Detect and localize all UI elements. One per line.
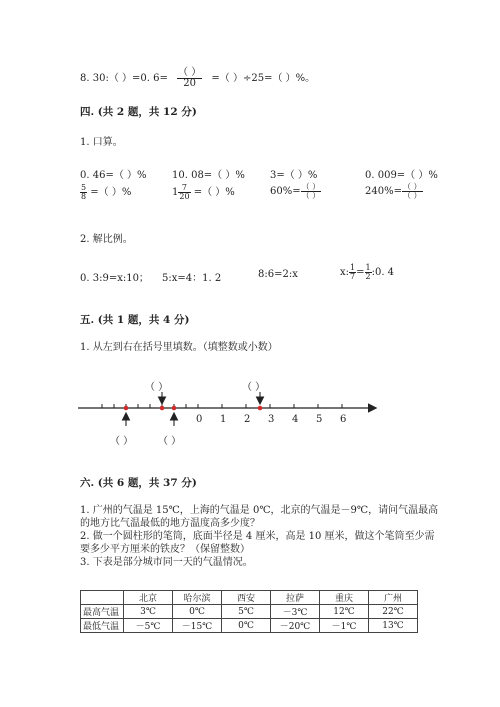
calc-item-8-fraction xyxy=(402,183,423,200)
table-cell: 5℃ xyxy=(222,605,271,619)
calc-item-4: 0. 009=（ ）% xyxy=(365,170,438,181)
calc-item-6-fraction xyxy=(178,184,190,201)
calc-item-6 xyxy=(172,183,235,201)
calc-item-1: 0. 46=（ ）% xyxy=(80,170,147,181)
proportion-item-3: 8:6=2:x xyxy=(258,269,298,280)
table-cell: 3℃ xyxy=(124,605,173,619)
fraction-denominator: （ ） xyxy=(402,191,422,200)
blank-above-d: （ ） xyxy=(242,382,266,393)
table-header-cell: 西安 xyxy=(222,591,271,605)
section-5-title: 五. (共 1 题，共 4 分) xyxy=(80,314,190,326)
q8-rest: =（ ）÷25=（ ）%。 xyxy=(211,73,316,84)
q8-fraction xyxy=(177,68,202,89)
q4-2-title: 2. 解比例。 xyxy=(80,234,133,245)
proportion-item-4-tail: :0. 4 xyxy=(371,267,395,278)
calc-item-8-lead: 240%= xyxy=(365,186,402,197)
table-cell: 0℃ xyxy=(173,605,222,619)
fraction-numerator: 5 xyxy=(81,183,87,192)
q4-1-title: 1. 口算。 xyxy=(80,137,123,148)
calc-item-2: 10. 08=（ ）% xyxy=(172,170,245,181)
fraction-numerator: 1 xyxy=(365,263,371,272)
table-header-cell: 重庆 xyxy=(320,591,369,605)
table-row-label: 最低气温 xyxy=(81,619,124,633)
calc-item-5-rest: =（ ）% xyxy=(90,187,132,198)
calc-item-7 xyxy=(270,183,321,200)
proportion-item-4 xyxy=(340,264,394,281)
q8-fraction-numerator: （ ） xyxy=(178,67,202,78)
table-cell: －3℃ xyxy=(271,605,320,619)
question-8 xyxy=(80,68,315,89)
tick-label-4: 4 xyxy=(292,414,299,425)
tick-label-5: 5 xyxy=(316,414,323,425)
fraction-numerator: （ ） xyxy=(402,182,422,191)
table-cell: －5℃ xyxy=(124,619,173,633)
q6-2-line-1: 2. 做一个圆柱形的笔筒，底面半径是 4 厘米，高是 10 厘米，做这个笔筒至少需 xyxy=(80,531,435,542)
point-a xyxy=(124,406,129,411)
table-row-label: 最高气温 xyxy=(81,605,124,619)
q8-fraction-denominator: 20 xyxy=(183,78,196,89)
fraction-denominator: 8 xyxy=(81,192,87,201)
calc-item-6-rest: =（ ）% xyxy=(193,187,235,198)
calc-item-8 xyxy=(365,183,423,200)
fraction-denominator: 7 xyxy=(350,272,356,281)
table-cell: 22℃ xyxy=(369,605,418,619)
table-cell: －1℃ xyxy=(320,619,369,633)
q8-lead: 8. 30:（ ）=0. 6= xyxy=(80,73,168,84)
calc-item-7-fraction xyxy=(301,183,322,200)
calc-item-7-lead: 60%= xyxy=(270,186,301,197)
proportion-item-1: 0. 3:9=x:10； xyxy=(80,273,149,284)
tick-label-0: 0 xyxy=(196,414,203,425)
point-c xyxy=(172,406,177,411)
section-4-title: 四. (共 2 题，共 12 分) xyxy=(80,106,197,118)
proportion-equals: = xyxy=(356,267,365,278)
table-header-cell: 哈尔滨 xyxy=(173,591,222,605)
table-row xyxy=(81,605,418,619)
blank-below-c: （ ） xyxy=(158,436,182,447)
fraction-numerator: 1 xyxy=(350,263,356,272)
tick-label-2: 2 xyxy=(244,414,251,425)
fraction-denominator: 20 xyxy=(179,192,190,201)
calc-item-5-fraction xyxy=(80,184,87,201)
table-header-cell: 拉萨 xyxy=(271,591,320,605)
q6-1-line-1: 1. 广州的气温是 15℃，上海的气温是 0℃，北京的气温是－9℃，请问气温最高 xyxy=(80,505,439,516)
q5-1-title: 1. 从左到右在括号里填数。（填整数或小数） xyxy=(80,342,278,353)
temperature-table xyxy=(80,590,418,633)
table-header-cell: 广州 xyxy=(369,591,418,605)
proportion-fraction-2 xyxy=(365,264,372,281)
mixed-whole: 1 xyxy=(172,187,179,198)
section-6-title: 六. (共 6 题，共 37 分) xyxy=(80,477,197,489)
q6-2-line-2: 要多少平方厘米的铁皮？（保留整数） xyxy=(80,544,250,555)
tick-label-1: 1 xyxy=(220,414,227,425)
table-cell: 0℃ xyxy=(222,619,271,633)
proportion-item-2: 5:x=4：1. 2 xyxy=(162,273,222,284)
table-cell: 13℃ xyxy=(369,619,418,633)
calc-item-5 xyxy=(80,183,131,201)
table-cell: －15℃ xyxy=(173,619,222,633)
blank-above-b: （ ） xyxy=(145,382,169,393)
fraction-numerator: （ ） xyxy=(301,182,321,191)
point-b xyxy=(160,406,165,411)
q6-3-line: 3. 下表是部分城市同一天的气温情况。 xyxy=(80,557,253,568)
blank-below-a: （ ） xyxy=(110,436,134,447)
table-header-row xyxy=(81,591,418,605)
fraction-numerator: 7 xyxy=(178,184,190,193)
q6-1-line-2: 的地方比气温最低的地方温度高多少度？ xyxy=(80,518,260,529)
table-header-cell: 北京 xyxy=(124,591,173,605)
calc-item-3: 3=（ ）% xyxy=(270,170,318,181)
table-cell: 12℃ xyxy=(320,605,369,619)
tick-label-6: 6 xyxy=(340,414,347,425)
table-cell: －20℃ xyxy=(271,619,320,633)
proportion-item-4-lead: x: xyxy=(340,267,350,278)
point-d xyxy=(258,406,263,411)
table-corner-cell xyxy=(81,591,124,605)
fraction-denominator: 2 xyxy=(365,272,371,281)
table-row xyxy=(81,619,418,633)
fraction-denominator: （ ） xyxy=(301,191,321,200)
tick-label-3: 3 xyxy=(268,414,275,425)
